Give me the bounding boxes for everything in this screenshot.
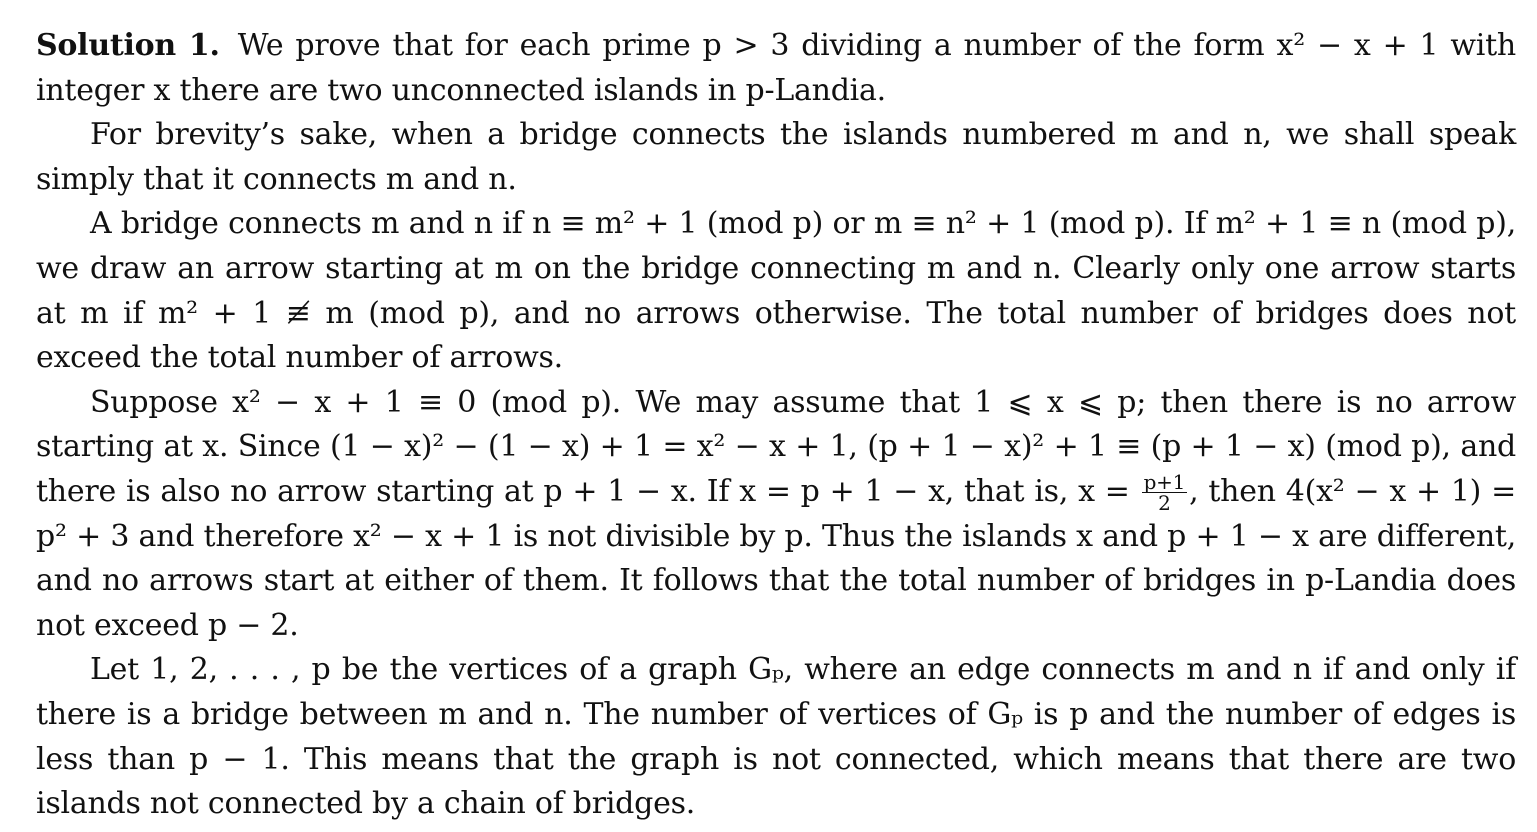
solution-document [36, 24, 1516, 827]
paragraph-suppose-text-a: Suppose x² − x + 1 ≡ 0 (mod p). We may assume that 1 ⩽ x ⩽ p; then there is no arrow starting at x. Since (1 − x)² − (1 − x) + 1 = x² − x + 1, (p + 1 − x)² + 1 ≡ (p + 1 − x) (mod p), and there is also no arrow starting at p + 1 − x. If x = p + 1 − x, that is, x = [36, 384, 1516, 509]
fraction-numerator: p+1 [1143, 470, 1186, 495]
solution-heading: Solution 1. [36, 28, 220, 63]
paragraph-graph: Let 1, 2, . . . , p be the vertices of a graph Gₚ, where an edge connects m and n if and only if there is a bridge between m and n. The number of vertices of Gₚ is p and the number of edges is less than p − 1. This means that the graph is not connected, which means that there are two islands not connected by a chain of bridges. [36, 652, 1516, 822]
fraction-denominator: 2 [1158, 491, 1171, 516]
paragraph-suppose-text-b: , then 4(x² − x + 1) = p² + 3 and therefore x² − x + 1 is not divisible by p. Thus the islands x and p + 1 − x are different, and no arrows start at either of them. It follows that the total number of bridges in p-Landia does not exceed p − 2. [36, 473, 1516, 643]
paragraph-arrows: A bridge connects m and n if n ≡ m² + 1 (mod p) or m ≡ n² + 1 (mod p). If m² + 1 ≡ n (mod p), we draw an arrow starting at m on the bridge connecting m and n. Clearly only one arrow starts at m if m² + 1 ≢ m (mod p), and no arrows otherwise. The total number of bridges does not exceed the total number of arrows. [36, 206, 1516, 376]
paragraph-intro-text: We prove that for each prime p > 3 dividing a number of the form x² − x + 1 with integer x there are two unconnected islands in p-Landia. [36, 28, 1516, 108]
paragraph-brevity: For brevity’s sake, when a bridge connects the islands numbered m and n, we shall speak simply that it connects m and n. [36, 117, 1516, 197]
paragraph-intro [36, 24, 1516, 113]
fraction-p-plus-1-over-2 [1142, 470, 1188, 516]
paragraph-suppose [36, 381, 1516, 649]
